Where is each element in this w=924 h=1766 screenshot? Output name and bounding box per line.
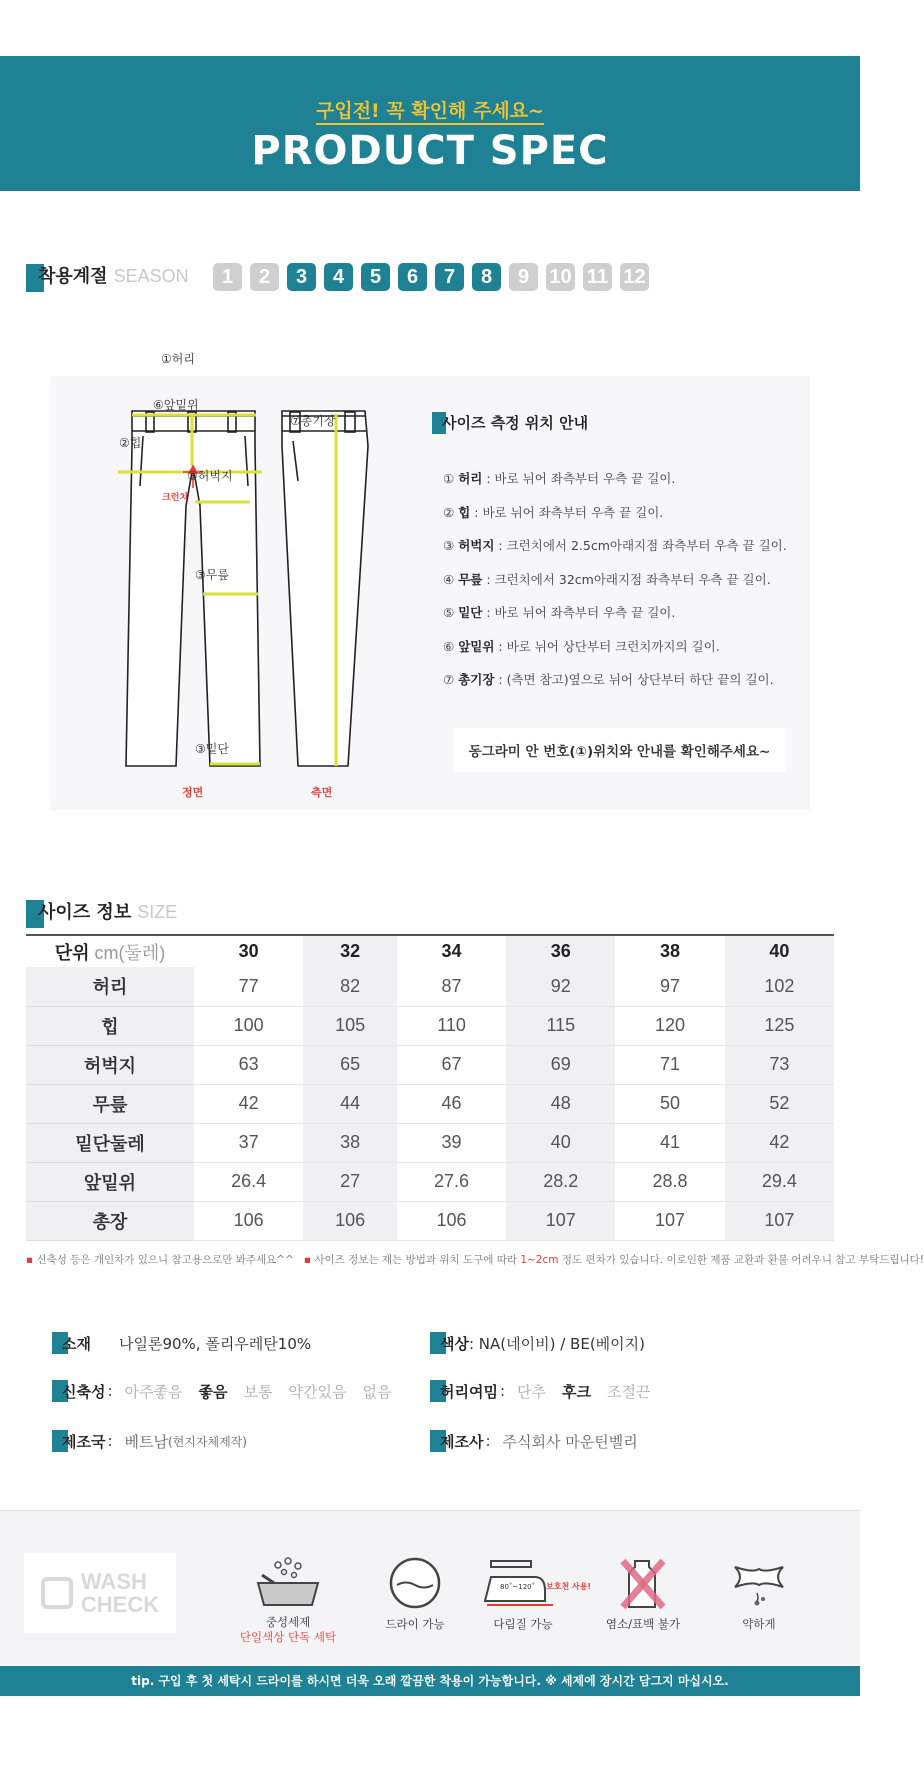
size-cell: 26.4 <box>194 1162 303 1201</box>
size-cell: 92 <box>506 967 615 1006</box>
size-cell: 100 <box>194 1006 303 1045</box>
iron-icon: 80˚~120˚ 보호천 사용! 다림질 가능 <box>468 1555 578 1632</box>
label-side-view: 측면 <box>311 786 333 799</box>
size-cell: 102 <box>725 967 834 1006</box>
waist-closure-row: 허리여밈 : 단추 후크 조절끈 <box>430 1380 666 1402</box>
spec-header <box>0 56 860 191</box>
size-column-header: 34 <box>397 935 506 967</box>
size-column-header: 30 <box>194 935 303 967</box>
size-cell: 106 <box>303 1201 397 1240</box>
maker-row: 제조사 : 주식회사 마운틴벨리 <box>430 1430 638 1452</box>
size-cell: 71 <box>615 1045 724 1084</box>
size-cell: 42 <box>194 1084 303 1123</box>
season-months <box>213 263 649 291</box>
season-month-6: 6 <box>398 263 427 291</box>
season-month-9: 9 <box>509 263 538 291</box>
option-waist_options: 단추 <box>517 1382 547 1401</box>
guide-item: ⑦ 총기장 : (측면 참고)옆으로 뉘어 상단부터 하단 끝의 길이. <box>443 672 774 687</box>
size-cell: 42 <box>725 1123 834 1162</box>
size-cell: 77 <box>194 967 303 1006</box>
size-cell: 37 <box>194 1123 303 1162</box>
size-row <box>26 1162 834 1201</box>
measure-panel <box>50 352 810 810</box>
size-row-label: 허벅지 <box>26 1045 194 1084</box>
label-front-rise: ⑥앞밑위 <box>153 398 199 412</box>
wash-check-logo: WASH CHECK <box>24 1553 176 1633</box>
size-cell: 120 <box>615 1006 724 1045</box>
size-row-label: 밑단둘레 <box>26 1123 194 1162</box>
size-cell: 115 <box>506 1006 615 1045</box>
size-row <box>26 1084 834 1123</box>
season-month-12: 12 <box>620 263 649 291</box>
size-cell: 69 <box>506 1045 615 1084</box>
size-row <box>26 1006 834 1045</box>
size-row <box>26 967 834 1006</box>
stretch-row: 신축성 : 아주좋음 좋음 보통 약간있음 없음 <box>52 1380 407 1402</box>
size-cell: 28.2 <box>506 1162 615 1201</box>
guide-item: ② 힙 : 바로 뉘어 좌측부터 우측 끝 길이. <box>443 504 664 520</box>
option-waist_options: 조절끈 <box>607 1382 651 1401</box>
size-cell: 106 <box>194 1201 303 1240</box>
label-hem: ③밑단 <box>195 742 229 756</box>
size-row-label: 앞밑위 <box>26 1162 194 1201</box>
size-row-label: 총장 <box>26 1201 194 1240</box>
wring-gently-icon: 약하게 <box>704 1555 814 1632</box>
size-cell: 107 <box>506 1201 615 1240</box>
washer-icon <box>41 1577 73 1609</box>
side-pants-drawing <box>282 411 368 766</box>
label-thigh: ③허벅지 <box>187 469 233 483</box>
size-cell: 50 <box>615 1084 724 1123</box>
size-cell: 63 <box>194 1045 303 1084</box>
option-stretch_options: 좋음 <box>198 1382 228 1401</box>
size-cell: 87 <box>397 967 506 1006</box>
size-row-label: 무릎 <box>26 1084 194 1123</box>
option-stretch_options: 아주좋음 <box>124 1382 183 1401</box>
size-cell: 97 <box>615 967 724 1006</box>
label-knee: ③무릎 <box>195 568 229 582</box>
season-month-11: 11 <box>583 263 612 291</box>
size-cell: 29.4 <box>725 1162 834 1201</box>
size-cell: 65 <box>303 1045 397 1084</box>
size-cell: 38 <box>303 1123 397 1162</box>
label-waist: ①허리 <box>161 352 195 366</box>
size-column-header: 32 <box>303 935 397 967</box>
label-total-length: ⑦총기장 <box>290 414 336 428</box>
size-cell: 27.6 <box>397 1162 506 1201</box>
size-cell: 110 <box>397 1006 506 1045</box>
option-stretch_options: 없음 <box>362 1382 392 1401</box>
season-month-3: 3 <box>287 263 316 291</box>
label-front-view: 정면 <box>182 786 204 799</box>
season-month-7: 7 <box>435 263 464 291</box>
size-cell: 39 <box>397 1123 506 1162</box>
size-notes: ▪ 신축성 등은 개인차가 있으니 참고용으로만 봐주세요^^ ▪ 사이즈 정보는 재는 방법과 위치 도구에 따라 1~2cm 정도 편차가 있습니다. 이로인한 제품 교환과 환불 어려우니 참고 부탁드립니다! <box>26 1254 924 1266</box>
unit-header: 단위 cm(둘레) <box>26 935 194 967</box>
care-tip-bar: tip. 구입 후 첫 세탁시 드라이를 하시면 더욱 오래 깔끔한 착용이 가능합니다. ※ 세제에 장시간 담그지 마십시오. <box>0 1666 860 1696</box>
size-cell: 48 <box>506 1084 615 1123</box>
size-table <box>26 934 834 1241</box>
guide-item: ⑤ 밑단 : 바로 뉘어 좌측부터 우측 끝 길이. <box>443 605 676 620</box>
season-label-en: SEASON <box>113 266 189 286</box>
guide-item: ④ 무릎 : 크런치에서 32cm아래지점 좌측부터 우측 끝 길이. <box>443 571 771 587</box>
guide-item: ① 허리 : 바로 뉘어 좌측부터 우측 끝 길이. <box>443 471 676 486</box>
header-subtitle: 구입전! 꼭 확인해 주세요~ <box>0 96 860 123</box>
size-cell: 125 <box>725 1006 834 1045</box>
size-cell: 27 <box>303 1162 397 1201</box>
option-stretch_options: 보통 <box>243 1382 273 1401</box>
size-row <box>26 1045 834 1084</box>
size-cell: 44 <box>303 1084 397 1123</box>
season-label: 착용계절 <box>38 266 108 287</box>
label-hip: ②힙 <box>119 436 142 450</box>
size-cell: 82 <box>303 967 397 1006</box>
size-column-header: 36 <box>506 935 615 967</box>
size-cell: 67 <box>397 1045 506 1084</box>
season-heading <box>26 262 189 288</box>
size-heading: 사이즈 정보 SIZE <box>26 898 177 924</box>
wash-section <box>0 1510 860 1666</box>
season-month-1: 1 <box>213 263 242 291</box>
size-column-header: 38 <box>615 935 724 967</box>
label-crotch: 크런치 <box>162 493 189 503</box>
size-row-label: 힙 <box>26 1006 194 1045</box>
season-month-10: 10 <box>546 263 575 291</box>
size-row <box>26 1123 834 1162</box>
hand-wash-tub-icon: 중성세제 단일색상 단독 세탁 <box>233 1555 343 1645</box>
option-waist_options: 후크 <box>562 1382 591 1401</box>
size-cell: 73 <box>725 1045 834 1084</box>
dry-clean-icon: 드라이 가능 <box>360 1555 470 1632</box>
size-cell: 106 <box>397 1201 506 1240</box>
season-month-8: 8 <box>472 263 501 291</box>
size-cell: 46 <box>397 1084 506 1123</box>
size-cell: 107 <box>725 1201 834 1240</box>
size-row <box>26 1201 834 1240</box>
no-bleach-icon: 염소/표백 불가 <box>588 1555 698 1632</box>
option-stretch_options: 약간있음 <box>288 1382 347 1401</box>
size-cell: 107 <box>615 1201 724 1240</box>
guide-item: ⑥ 앞밑위 : 바로 뉘어 상단부터 크런치까지의 길이. <box>443 638 720 654</box>
origin-row: 제조국 : 베트남 (현지자체제작) <box>52 1430 247 1452</box>
size-cell: 28.8 <box>615 1162 724 1201</box>
size-cell: 41 <box>615 1123 724 1162</box>
size-cell: 40 <box>506 1123 615 1162</box>
season-month-5: 5 <box>361 263 390 291</box>
size-column-header: 40 <box>725 935 834 967</box>
guide-item: ③ 허벅지 : 크런치에서 2.5cm아래지점 좌측부터 우측 끝 길이. <box>443 538 787 553</box>
header-title: PRODUCT SPEC <box>251 128 609 174</box>
size-row-label: 허리 <box>26 967 194 1006</box>
size-cell: 52 <box>725 1084 834 1123</box>
size-cell: 105 <box>303 1006 397 1045</box>
season-month-4: 4 <box>324 263 353 291</box>
season-month-2: 2 <box>250 263 279 291</box>
guide-note: 동그라미 안 번호(①)위치와 안내를 확인해주세요~ <box>453 728 786 772</box>
material-row: 소재 나일론90%, 폴리우레탄10% <box>52 1332 311 1354</box>
guide-heading: 사이즈 측정 위치 안내 <box>432 412 588 433</box>
color-row: 색상 : NA(네이비) / BE(베이지) <box>430 1332 645 1354</box>
guide-list <box>443 469 787 704</box>
